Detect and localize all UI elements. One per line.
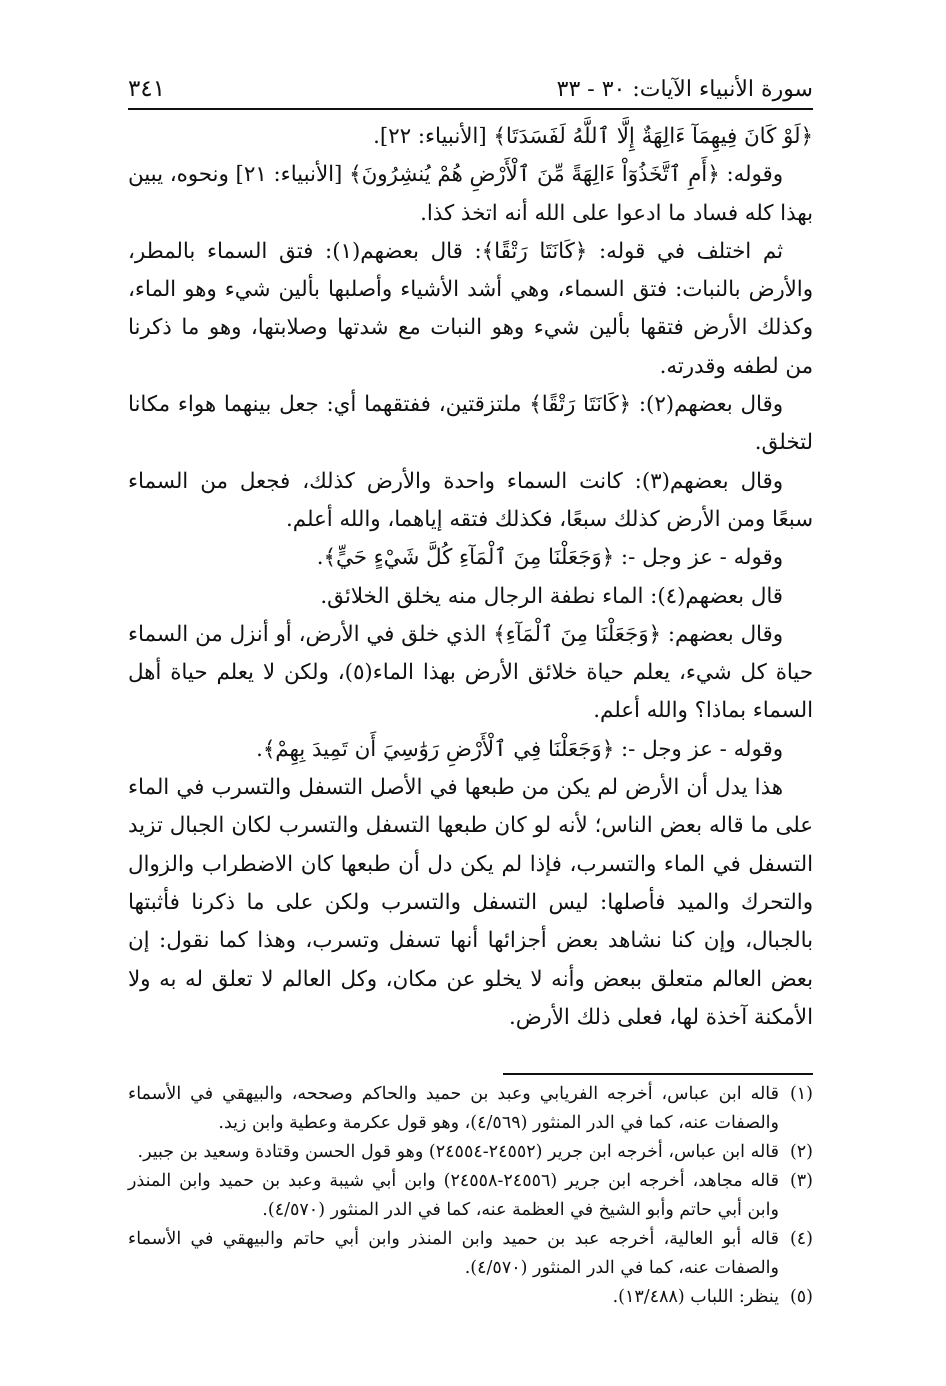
footnote	[128, 1138, 813, 1167]
footnote-divider	[503, 1073, 813, 1075]
paragraph: وقال بعضهم(٢): ﴿كَانَتَا رَتْقًا﴾ ملتزقتين، ففتقهما أي: جعل بينهما هواء مكانا لتخلق.	[128, 392, 813, 456]
paragraph: وقال بعضهم: ﴿وَجَعَلْنَا مِنَ ٱلْمَآءِ﴾ الذي خلق في الأرض، أو أنزل من السماء حياة كل شيء، يعلم حياة خلائق الأرض بهذا الماء(٥)، ولكن لا يعلم حياة أهل السماء بماذا؟ والله أعلم.	[128, 621, 813, 724]
footnote	[128, 1283, 813, 1312]
footnote-text: قاله مجاهد، أخرجه ابن جرير (٢٤٥٥٦-٢٤٥٥٨) وابن أبي شيبة وعبد بن حميد وابن المنذر وابن أبي حاتم وأبو الشيخ في العظمة عنه، كما في الدر المنثور (٤/٥٧٠).	[128, 1171, 779, 1220]
footnote-number: (٣)	[789, 1171, 813, 1191]
page-header	[128, 66, 813, 110]
footnote-text: ينظر: اللباب (١٣/٤٨٨).	[612, 1287, 779, 1307]
paragraph: وقوله: ﴿أَمِ ٱتَّخَذُوٓاْ ءَالِهَةً مِّنَ ٱلْأَرْضِ هُمْ يُنشِرُونَ﴾ [الأنبياء: ٢١] ونحوه، يبين بهذا كله فساد ما ادعوا على الله أنه اتخذ كذا.	[128, 162, 813, 226]
main-text	[128, 118, 813, 1037]
paragraph: ثم اختلف في قوله: ﴿كَانَتَا رَتْقًا﴾: قال بعضهم(١): فتق السماء بالمطر، والأرض بالنبات: فتق السماء، وهي أشد الأشياء وأصلبها بألين شيء وهو الماء، وكذلك الأرض فتقها بألين شيء وهو النبات مع شدتها وصلابتها، وهو ما ذكرنا من لطفه وقدرته.	[128, 238, 813, 379]
footnote	[128, 1167, 813, 1225]
footnote-text: قاله ابن عباس، أخرجه ابن جرير (٢٤٥٥٢-٢٤٥٥٤) وهو قول الحسن وقتادة وسعيد بن جبير.	[137, 1142, 779, 1162]
header-title: سورة الأنبياء الآيات: ٣٠ - ٣٣	[556, 77, 813, 102]
footnote-number: (٢)	[789, 1142, 813, 1162]
footnote	[128, 1080, 813, 1138]
footnote-number: (٥)	[789, 1287, 813, 1307]
footnote-text: قاله ابن عباس، أخرجه الفريابي وعبد بن حميد والحاكم وصححه، والبيهقي في الأسماء والصفات عنه، كما في الدر المنثور (٤/٥٦٩)، وهو قول عكرمة وعطية وابن زيد.	[128, 1084, 779, 1133]
paragraph: وقال بعضهم(٣): كانت السماء واحدة والأرض كذلك، فجعل من السماء سبعًا ومن الأرض كذلك سبعًا، فكذلك فتقه إياهما، والله أعلم.	[128, 468, 813, 532]
footnote-number: (١)	[789, 1084, 813, 1104]
paragraph: وقوله - عز وجل -: ﴿وَجَعَلْنَا فِي ٱلْأَرْضِ رَوَٰسِيَ أَن تَمِيدَ بِهِمْ﴾.	[256, 736, 783, 762]
footnotes	[128, 1080, 813, 1312]
paragraph-verse-anbiya-22: ﴿لَوْ كَانَ فِيهِمَآ ءَالِهَةٌ إِلَّا ٱللَّهُ لَفَسَدَتَا﴾ [الأنبياء: ٢٢].	[373, 124, 813, 149]
page-number: ٣٤١	[128, 76, 166, 102]
footnote-number: (٤)	[789, 1229, 813, 1249]
footnote	[128, 1225, 813, 1283]
footnote-text: قاله أبو العالية، أخرجه عبد بن حميد وابن المنذر وابن أبي حاتم والبيهقي في الأسماء والصفات عنه، كما في الدر المنثور (٤/٥٧٠).	[128, 1229, 779, 1278]
paragraph: قال بعضهم(٤): الماء نطفة الرجال منه يخلق الخلائق.	[320, 583, 783, 609]
paragraph: هذا يدل أن الأرض لم يكن من طبعها في الأصل التسفل والتسرب في الماء على ما قاله بعض الناس؛ لأنه لو كان طبعها التسفل والتسرب لكان الجبال تزيد التسفل في الماء والتسرب، فإذا لم يكن دل أن طبعها كان الاضطراب والزوال والتحرك والميد فأصلها: ليس التسفل والتسرب ولكن على ما ذكرنا فأثبتها بالجبال، وإن كنا نشاهد بعض أجزائها أنها تسفل وتسرب، وهذا كما نقول: إن بعض العالم متعلق ببعض وأنه لا يخلو عن مكان، وكل العالم لا تعلق له به ولا الأمكنة آخذة لها، فعلى ذلك الأرض.	[128, 775, 813, 1030]
paragraph: وقوله - عز وجل -: ﴿وَجَعَلْنَا مِنَ ٱلْمَآءِ كُلَّ شَيْءٍ حَيٍّ﴾.	[316, 545, 783, 571]
